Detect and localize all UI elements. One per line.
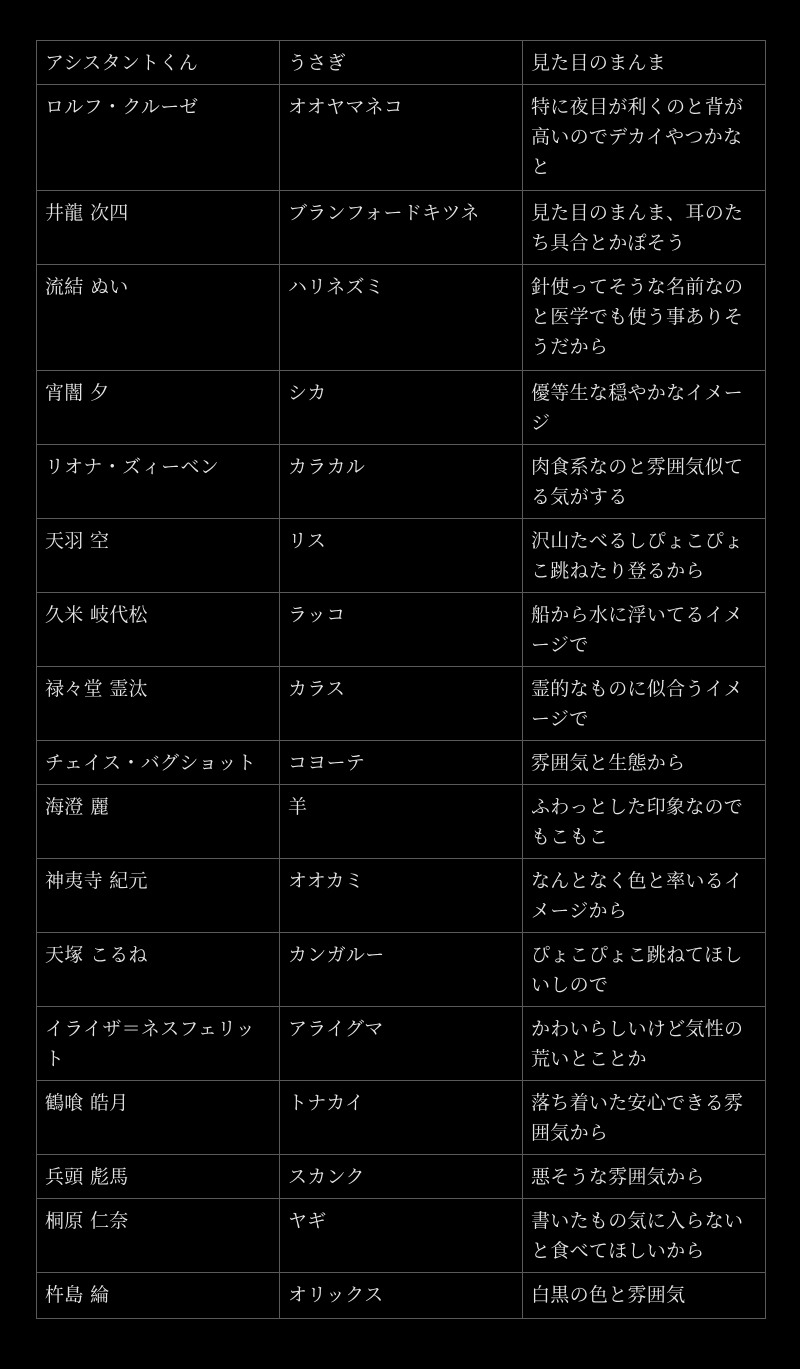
reason-cell: 悪そうな雰囲気から (523, 1155, 766, 1199)
animal-cell: ヤギ (280, 1199, 523, 1273)
table-row (37, 1081, 766, 1155)
character-name-cell: リオナ・ズィーベン (37, 445, 280, 519)
character-name-cell: イライザ＝ネスフェリット (37, 1007, 280, 1081)
table-row (37, 1273, 766, 1319)
animal-cell: うさぎ (280, 41, 523, 85)
character-name-cell: 天羽 空 (37, 519, 280, 593)
character-name-cell: 流結 ぬい (37, 265, 280, 371)
table-row (37, 85, 766, 191)
character-name-cell: 鶴喰 皓月 (37, 1081, 280, 1155)
reason-cell: 見た目のまんま、耳のたち具合とかぽそう (523, 191, 766, 265)
character-name-cell: チェイス・バグショット (37, 741, 280, 785)
character-name-cell: 神夷寺 紀元 (37, 859, 280, 933)
character-animal-table (36, 40, 766, 1319)
animal-cell: 羊 (280, 785, 523, 859)
table-row (37, 265, 766, 371)
reason-cell: ぴょこぴょこ跳ねてほしいしので (523, 933, 766, 1007)
character-animal-table-container (36, 40, 765, 1319)
reason-cell: かわいらしいけど気性の荒いとことか (523, 1007, 766, 1081)
table-row (37, 191, 766, 265)
animal-cell: ブランフォードキツネ (280, 191, 523, 265)
reason-cell: 針使ってそうな名前なのと医学でも使う事ありそうだから (523, 265, 766, 371)
reason-cell: 肉食系なのと雰囲気似てる気がする (523, 445, 766, 519)
table-row (37, 593, 766, 667)
table-row (37, 1155, 766, 1199)
animal-cell: シカ (280, 371, 523, 445)
character-name-cell: 兵頭 彪馬 (37, 1155, 280, 1199)
character-name-cell: 杵島 綸 (37, 1273, 280, 1319)
table-row (37, 371, 766, 445)
animal-cell: オオヤマネコ (280, 85, 523, 191)
character-name-cell: 海澄 麗 (37, 785, 280, 859)
table-row (37, 785, 766, 859)
reason-cell: 落ち着いた安心できる雰囲気から (523, 1081, 766, 1155)
table-row (37, 1199, 766, 1273)
animal-cell: アライグマ (280, 1007, 523, 1081)
animal-cell: コヨーテ (280, 741, 523, 785)
character-name-cell: アシスタントくん (37, 41, 280, 85)
reason-cell: 書いたもの気に入らないと食べてほしいから (523, 1199, 766, 1273)
table-row (37, 1007, 766, 1081)
reason-cell: 船から水に浮いてるイメージで (523, 593, 766, 667)
table-row (37, 933, 766, 1007)
table-row (37, 741, 766, 785)
character-name-cell: 井龍 次四 (37, 191, 280, 265)
animal-cell: ラッコ (280, 593, 523, 667)
reason-cell: 白黒の色と雰囲気 (523, 1273, 766, 1319)
reason-cell: 見た目のまんま (523, 41, 766, 85)
reason-cell: 雰囲気と生態から (523, 741, 766, 785)
table-row (37, 859, 766, 933)
character-name-cell: 宵闇 夕 (37, 371, 280, 445)
table-row (37, 667, 766, 741)
character-name-cell: 天塚 こるね (37, 933, 280, 1007)
animal-cell: カラカル (280, 445, 523, 519)
animal-cell: オオカミ (280, 859, 523, 933)
character-name-cell: 桐原 仁奈 (37, 1199, 280, 1273)
character-name-cell: 久米 岐代松 (37, 593, 280, 667)
reason-cell: ふわっとした印象なのでもこもこ (523, 785, 766, 859)
character-name-cell: ロルフ・クルーゼ (37, 85, 280, 191)
reason-cell: なんとなく色と率いるイメージから (523, 859, 766, 933)
table-row (37, 41, 766, 85)
animal-cell: ハリネズミ (280, 265, 523, 371)
animal-cell: スカンク (280, 1155, 523, 1199)
character-name-cell: 禄々堂 霊汰 (37, 667, 280, 741)
animal-cell: トナカイ (280, 1081, 523, 1155)
table-row (37, 519, 766, 593)
table-row (37, 445, 766, 519)
animal-cell: オリックス (280, 1273, 523, 1319)
animal-cell: リス (280, 519, 523, 593)
reason-cell: 沢山たべるしぴょこぴょこ跳ねたり登るから (523, 519, 766, 593)
animal-cell: カラス (280, 667, 523, 741)
reason-cell: 特に夜目が利くのと背が高いのでデカイやつかなと (523, 85, 766, 191)
reason-cell: 優等生な穏やかなイメージ (523, 371, 766, 445)
animal-cell: カンガルー (280, 933, 523, 1007)
reason-cell: 霊的なものに似合うイメージで (523, 667, 766, 741)
